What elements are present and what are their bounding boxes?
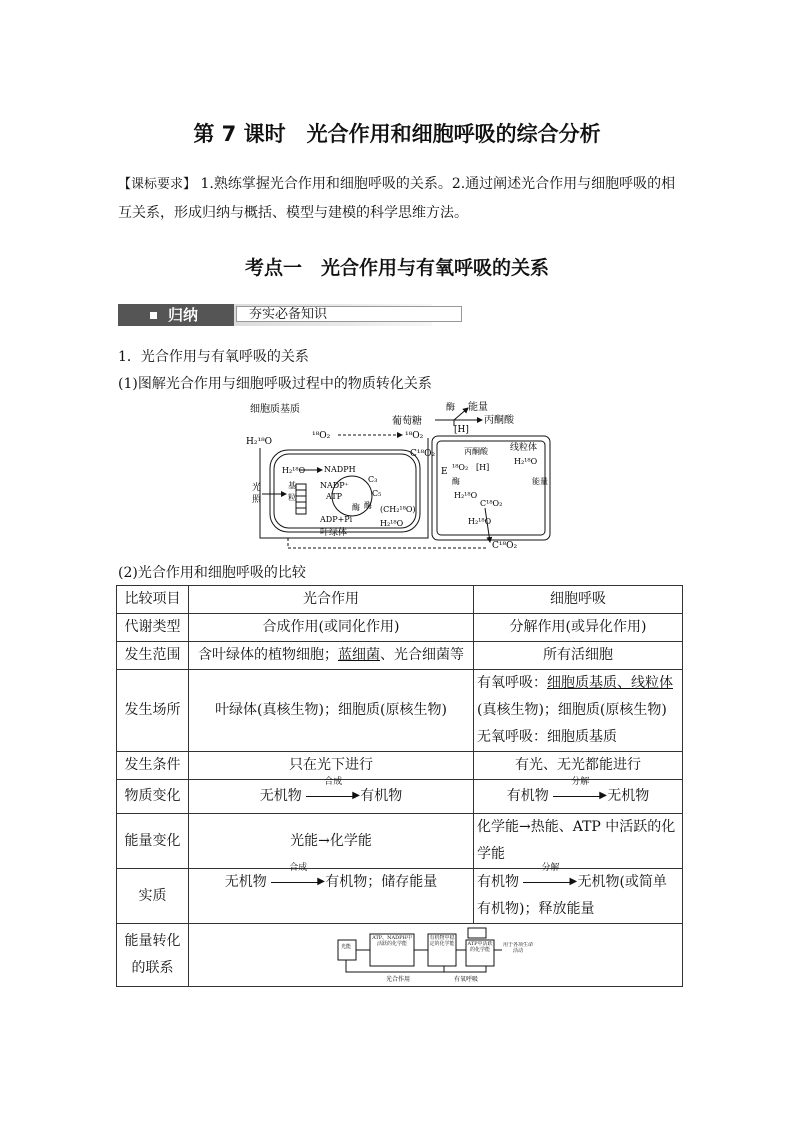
- co2-bottom: C¹⁸O₂: [492, 541, 518, 550]
- h2o-in-mito-2: H₂¹⁸O: [454, 491, 478, 500]
- energy-flow-diagram: [336, 926, 536, 984]
- co2-in-mito: C¹⁸O₂: [480, 499, 503, 508]
- cytoplasm-label: 细胞质基质: [250, 404, 300, 415]
- header-cell: 细胞呼吸: [474, 586, 683, 614]
- flow-end: 用于各项生命活动: [502, 942, 533, 954]
- sub-item-heading: (1)图解光合作用与细胞呼吸过程中的物质转化关系: [118, 376, 432, 392]
- enzyme-label: 酶: [446, 403, 456, 413]
- light-label-2: 照: [252, 495, 262, 505]
- row-label: 代谢类型: [117, 614, 189, 642]
- nadp-label: NADP⁺: [320, 481, 349, 490]
- material-conversion-diagram: [240, 398, 560, 550]
- photo-cell: 无机物 合成 ▶ 有机物: [189, 780, 474, 814]
- photo-cell: 只在光下进行: [189, 752, 474, 780]
- flow-box-1: 光能: [340, 944, 351, 950]
- co2-18-label: C¹⁸O₂: [410, 449, 436, 459]
- h2o-18-label: H₂¹⁸O: [246, 437, 273, 447]
- resp-cell: 化学能→热能、ATP 中活跃的化学能: [474, 814, 683, 869]
- glucose-label: 葡萄糖: [392, 416, 422, 427]
- grana-label: 基: [288, 481, 296, 490]
- square-icon: [150, 312, 157, 319]
- o2-18-label: ¹⁸O₂: [312, 431, 331, 441]
- banner-subtitle: 夯实必备知识: [236, 306, 462, 322]
- enzyme-label-4: 酶: [452, 477, 460, 486]
- table-row: [117, 670, 683, 752]
- resp-cell: 有光、无光都能进行: [474, 752, 683, 780]
- enzyme-label-2: 酶: [352, 503, 360, 512]
- atp-label: ATP: [326, 492, 343, 501]
- flow-photo-label: 光合作用: [385, 976, 410, 983]
- h2o-product: H₂¹⁸O: [380, 519, 404, 528]
- page-title: 第 7 课时 光合作用和细胞呼吸的综合分析: [193, 122, 601, 146]
- photo-cell: 光能→化学能: [189, 814, 474, 869]
- table-row: [117, 642, 683, 670]
- photo-cell: 合成作用(或同化作用): [189, 614, 474, 642]
- c5-label: C₅: [372, 489, 382, 498]
- chloroplast-label: 叶绿体: [320, 528, 348, 538]
- mito-label: 线粒体: [510, 443, 538, 453]
- pyruvate-label-2: 丙酮酸: [464, 447, 488, 456]
- ch2o-label: (CH₂¹⁸O): [380, 505, 416, 514]
- row-label: 实质: [117, 869, 189, 924]
- comparison-table: [116, 585, 683, 987]
- table-header-row: [117, 586, 683, 614]
- requirement-label: 【课标要求】: [118, 177, 197, 192]
- synthesis-arrow: 合成 ▶: [271, 876, 325, 888]
- section-title: 考点一 光合作用与有氧呼吸的关系: [244, 257, 549, 279]
- decomposition-arrow: 分解 ▶: [523, 876, 577, 888]
- course-requirement: [118, 170, 682, 227]
- h2o-in-mito-3: H₂¹⁸O: [468, 517, 492, 526]
- grana-label-2: 粒: [288, 493, 296, 502]
- light-label: 光: [252, 483, 262, 493]
- section-banner: [118, 304, 432, 326]
- h-label-2: [H]: [476, 463, 490, 472]
- photo-cell: 叶绿体(真核生物)；细胞质(原核生物): [189, 670, 474, 752]
- h2o-in-mito: H₂¹⁸O: [514, 457, 538, 466]
- header-cell: 光合作用: [189, 586, 474, 614]
- flow-box-4: ATP中活跃的化学能: [466, 941, 493, 953]
- flow-cell: [189, 924, 683, 987]
- adp-label: ADP+Pi: [320, 515, 353, 524]
- resp-cell: 有氧呼吸：细胞质基质、线粒体 (真核生物)；细胞质(原核生物) 无氧呼吸：细胞质基质: [474, 670, 683, 752]
- resp-cell: 分解作用(或异化作用): [474, 614, 683, 642]
- energy-label-v: 能量: [532, 477, 548, 486]
- o2-in-mito: ¹⁸O₂: [452, 463, 469, 472]
- resp-cell: 有机物 分解 ▶ 无机物(或简单有机物)；释放能量: [474, 869, 683, 924]
- c3-label: C₃: [368, 475, 378, 484]
- row-label: 发生范围: [117, 642, 189, 670]
- row-label: 能量变化: [117, 814, 189, 869]
- h-label: [H]: [454, 425, 469, 435]
- synthesis-arrow: 合成 ▶: [306, 790, 360, 802]
- flow-resp-label: 有氧呼吸: [453, 976, 478, 983]
- nadph-label: NADPH: [324, 465, 356, 474]
- table-row: [117, 869, 683, 924]
- resp-cell: 所有活细胞: [474, 642, 683, 670]
- row-label: 物质变化: [117, 780, 189, 814]
- e-label: E: [441, 467, 448, 477]
- table-row: [117, 814, 683, 869]
- flow-box-3: 有机物中稳定的化学能: [428, 935, 454, 947]
- energy-label: 能量: [468, 402, 488, 413]
- requirement-text: 1.熟练掌握光合作用和细胞呼吸的关系。2.通过阐述光合作用与细胞呼吸的相互关系，形成归纳与概括、模型与建模的科学思维方法。: [118, 176, 676, 221]
- sub-item-heading-2: (2)光合作用和细胞呼吸的比较: [118, 565, 306, 581]
- row-label: 发生场所: [117, 670, 189, 752]
- photo-cell: 无机物 合成 ▶ 有机物；储存能量: [189, 869, 474, 924]
- resp-cell: 有机物 分解 ▶ 无机物: [474, 780, 683, 814]
- banner-label: 归纳: [168, 306, 199, 324]
- h2o-in-chloroplast: H₂¹⁸O: [282, 466, 306, 475]
- o2-18-label-2: ¹⁸O₂: [405, 431, 424, 441]
- table-row: [117, 780, 683, 814]
- row-label: 发生条件: [117, 752, 189, 780]
- table-row: [117, 614, 683, 642]
- header-cell: 比较项目: [117, 586, 189, 614]
- item-heading: 1．光合作用与有氧呼吸的关系: [118, 349, 309, 365]
- photo-cell: 含叶绿体的植物细胞；蓝细菌、光合细菌等: [189, 642, 474, 670]
- decomposition-arrow: 分解 ▶: [553, 790, 607, 802]
- pyruvate-label: 丙酮酸: [484, 415, 514, 426]
- table-row: [117, 752, 683, 780]
- row-label: 能量转化的联系: [117, 924, 189, 987]
- enzyme-label-3: 酶: [364, 501, 372, 510]
- flow-box-2: ATP、NADPH中活跃的化学能: [371, 935, 412, 947]
- table-row: [117, 924, 683, 987]
